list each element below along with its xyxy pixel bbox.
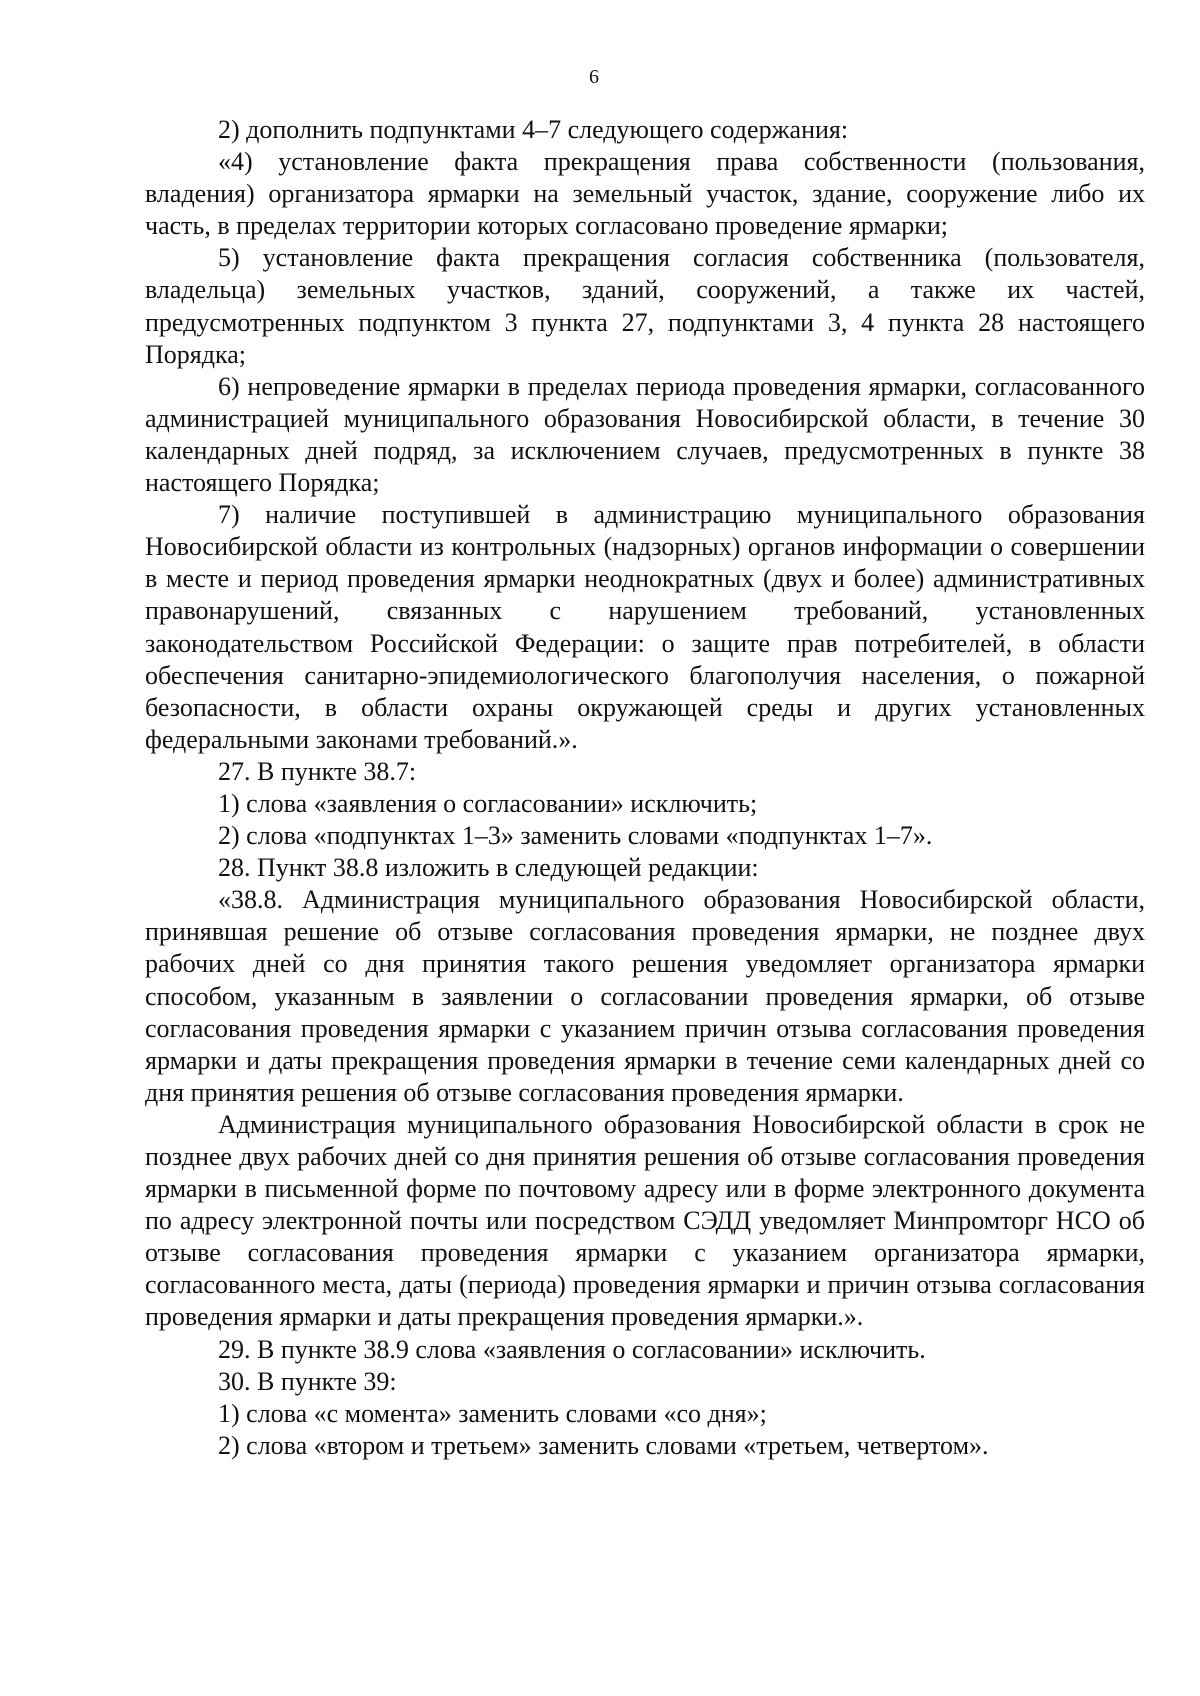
document-body <box>145 114 1145 1462</box>
paragraph: 5) установление факта прекращения согласия собственника (пользователя, владельца) земельных участков, зданий, сооружений, а также их частей, предусмотренных подпунктом 3 пункта 27, подпунктами 3, 4 пункта 28 настоящего Порядка; <box>145 243 1145 369</box>
paragraph: Администрация муниципального образования Новосибирской области в срок не позднее двух рабочих дней со дня принятия решения об отзыве согласования проведения ярмарки в письменной форме по почтовому адресу или в форме электронного документа по адресу электронной почты или посредством СЭДД уведомляет Минпромторг НСО об отзыве согласования проведения ярмарки с указанием организатора ярмарки, согласованного места, даты (периода) проведения ярмарки и причин отзыва согласования проведения ярмарки и даты прекращения проведения ярмарки.». <box>145 1109 1145 1332</box>
paragraph: 2) слова «втором и третьем» заменить словами «третьем, четвертом». <box>218 1430 989 1460</box>
paragraph: 2) дополнить подпунктами 4–7 следующего содержания: <box>218 115 849 144</box>
paragraph: 29. В пункте 38.9 слова «заявления о согласовании» исключить. <box>218 1334 926 1364</box>
paragraph: 28. Пункт 38.8 изложить в следующей редакции: <box>218 853 759 883</box>
paragraph: 7) наличие поступившей в администрацию муниципального образования Новосибирской области из контрольных (надзорных) органов информации о совершении в месте и период проведения ярмарки неоднократных (двух и более) административных правонарушений, связанных с нарушением требований, установленных законодательством Российской Федерации: о защите прав потребителей, в области обеспечения санитарно-эпидемиологического благополучия населения, о пожарной безопасности, в области охраны окружающей среды и других установленных федеральными законами требований.». <box>145 500 1145 754</box>
paragraph: 6) непроведение ярмарки в пределах периода проведения ярмарки, согласованного администрацией муниципального образования Новосибирской области, в течение 30 календарных дней подряд, за исключением случаев, предусмотренных в пункте 38 настоящего Порядка; <box>145 371 1145 498</box>
page-number: 6 <box>589 66 599 88</box>
paragraph: 30. В пункте 39: <box>218 1366 397 1396</box>
paragraph: 27. В пункте 38.7: <box>218 756 417 786</box>
paragraph: 1) слова «заявления о согласовании» исключить; <box>218 788 758 818</box>
paragraph: «38.8. Администрация муниципального образования Новосибирской области, принявшая решение об отзыве согласования проведения ярмарки, не позднее двух рабочих дней со дня принятия такого решения уведомляет организатора ярмарки способом, указанным в заявлении о согласовании проведения ярмарки, об отзыве согласования проведения ярмарки с указанием причин отзыва согласования проведения ярмарки и даты прекращения проведения ярмарки в течение семи календарных дней со дня принятия решения об отзыве согласования проведения ярмарки. <box>145 885 1145 1107</box>
paragraph: 1) слова «с момента» заменить словами «со дня»; <box>218 1398 767 1428</box>
paragraph: «4) установление факта прекращения права собственности (пользования, владения) организатора ярмарки на земельный участок, здание, сооружение либо их часть, в пределах территории которых согласовано проведение ярмарки; <box>145 147 1145 241</box>
paragraph: 2) слова «подпунктах 1–3» заменить словами «подпунктах 1–7». <box>218 821 933 851</box>
